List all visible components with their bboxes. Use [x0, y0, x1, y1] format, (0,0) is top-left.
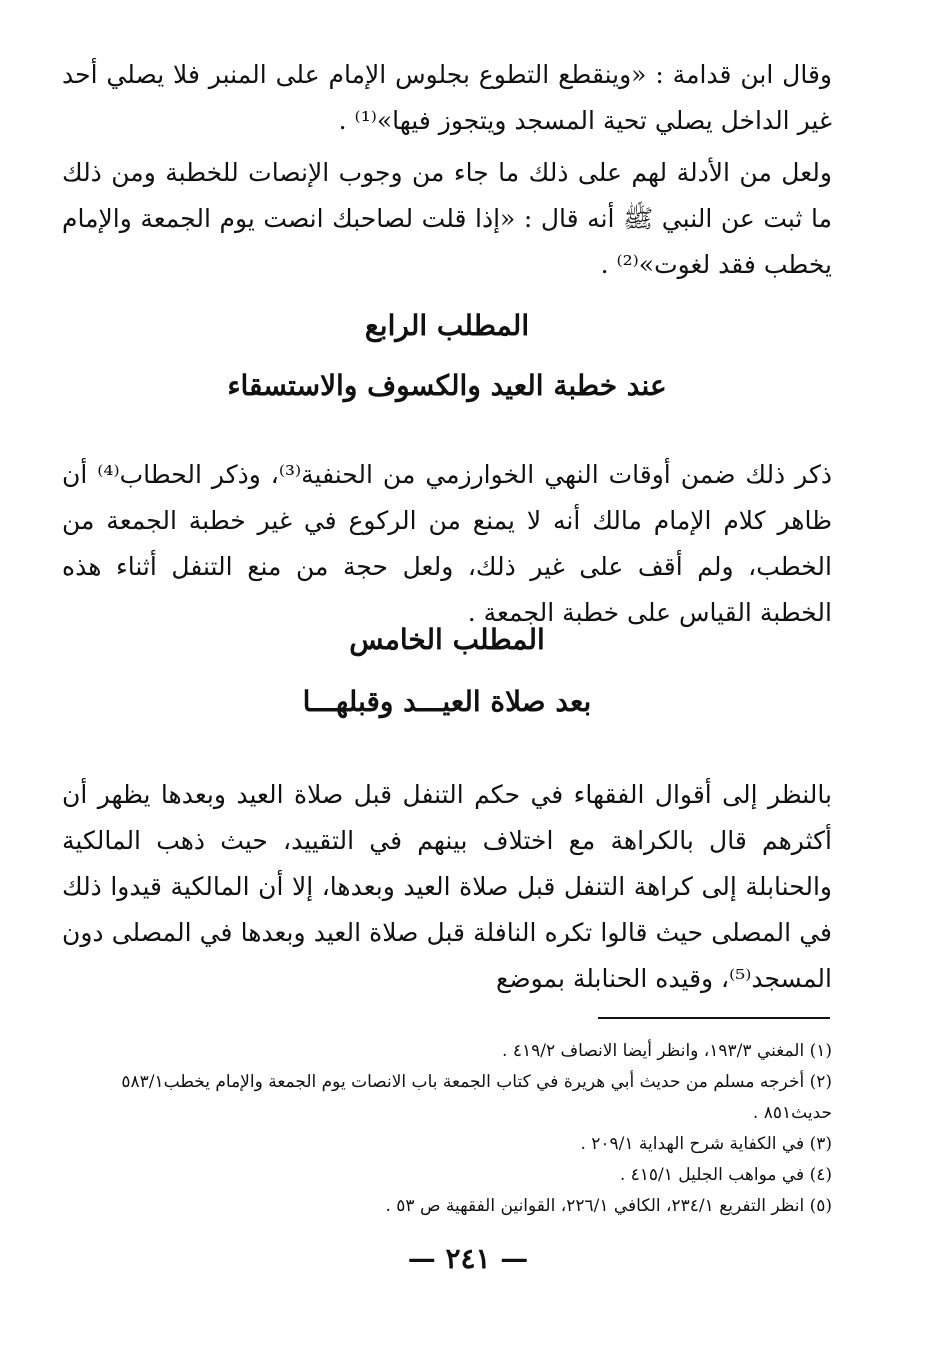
footnote-1: (١) المغني ١٩٣/٣، وانظر أيضا الانصاف ٤١٩/٢ . [502, 1041, 832, 1061]
paragraph-section-5-body: بالنظر إلى أقوال الفقهاء في حكم التنفل قبل صلاة العيد وبعدها يظهر أن أكثرهم قال بالكراهة مع اختلاف بينهم في التقييد، حيث ذهب المالكية والحنابلة إلى كراهة التنفل قبل صلاة العيد وبعدها، إلا أن المالكية قيدوا ذلك في المصلى حيث قالوا تكره النافلة قبل صلاة العيد وبعدها في المصلى دون المسجد⁽⁵⁾، وقيده الحنابلة بموضع [62, 780, 832, 993]
footnote-separator [598, 1017, 830, 1019]
section-5-subtitle: بعد صلاة العيـــد وقبلهـــا [302, 685, 592, 718]
footnotes-list [62, 1036, 832, 1222]
page-number: — ٢٤١ — [407, 1242, 529, 1275]
section-4-subtitle: عند خطبة العيد والكسوف والاستسقاء [227, 369, 667, 402]
paragraph-evidence-silence: ولعل من الأدلة لهم على ذلك ما جاء من وجوب الإنصات للخطبة ومن ذلك ما ثبت عن النبي ﷺ أنه قال : «إذا قلت لصاحبك انصت يوم الجمعة والإمام يخطب فقد لغوت»⁽²⁾ . [62, 158, 832, 279]
footnote-5: (٥) انظر التفريع ٢٣٤/١، الكافي ٢٢٦/١، القوانين الفقهية ص ٥٣ . [385, 1196, 832, 1216]
footnote-2: (٢) أخرجه مسلم من حديث أبي هريرة في كتاب الجمعة باب الانصات يوم الجمعة والإمام يخطب٥٨٣/١ حديث٨٥١ . [121, 1072, 832, 1123]
paragraph-ibn-qudama-quote: وقال ابن قدامة : «وينقطع التطوع بجلوس الإمام على المنبر فلا يصلي أحد غير الداخل يصلي تحية المسجد ويتجوز فيها»⁽¹⁾ . [62, 60, 832, 135]
footnote-3: (٣) في الكفاية شرح الهداية ٢٠٩/١ . [580, 1134, 832, 1154]
section-5-title: المطلب الخامس [349, 623, 545, 656]
paragraph-section-4-body: ذكر ذلك ضمن أوقات النهي الخوارزمي من الحنفية⁽³⁾، وذكر الحطاب⁽⁴⁾ أن ظاهر كلام الإمام مالك أنه لا يمنع من الركوع في غير خطبة الجمعة من الخطب، ولم أقف على غير ذلك، ولعل حجة من منع التنفل أثناء هذه الخطبة القياس على خطبة الجمعة . [62, 460, 832, 627]
footnote-4: (٤) في مواهب الجليل ٤١٥/١ . [619, 1165, 832, 1185]
section-4-title: المطلب الرابع [364, 309, 530, 342]
